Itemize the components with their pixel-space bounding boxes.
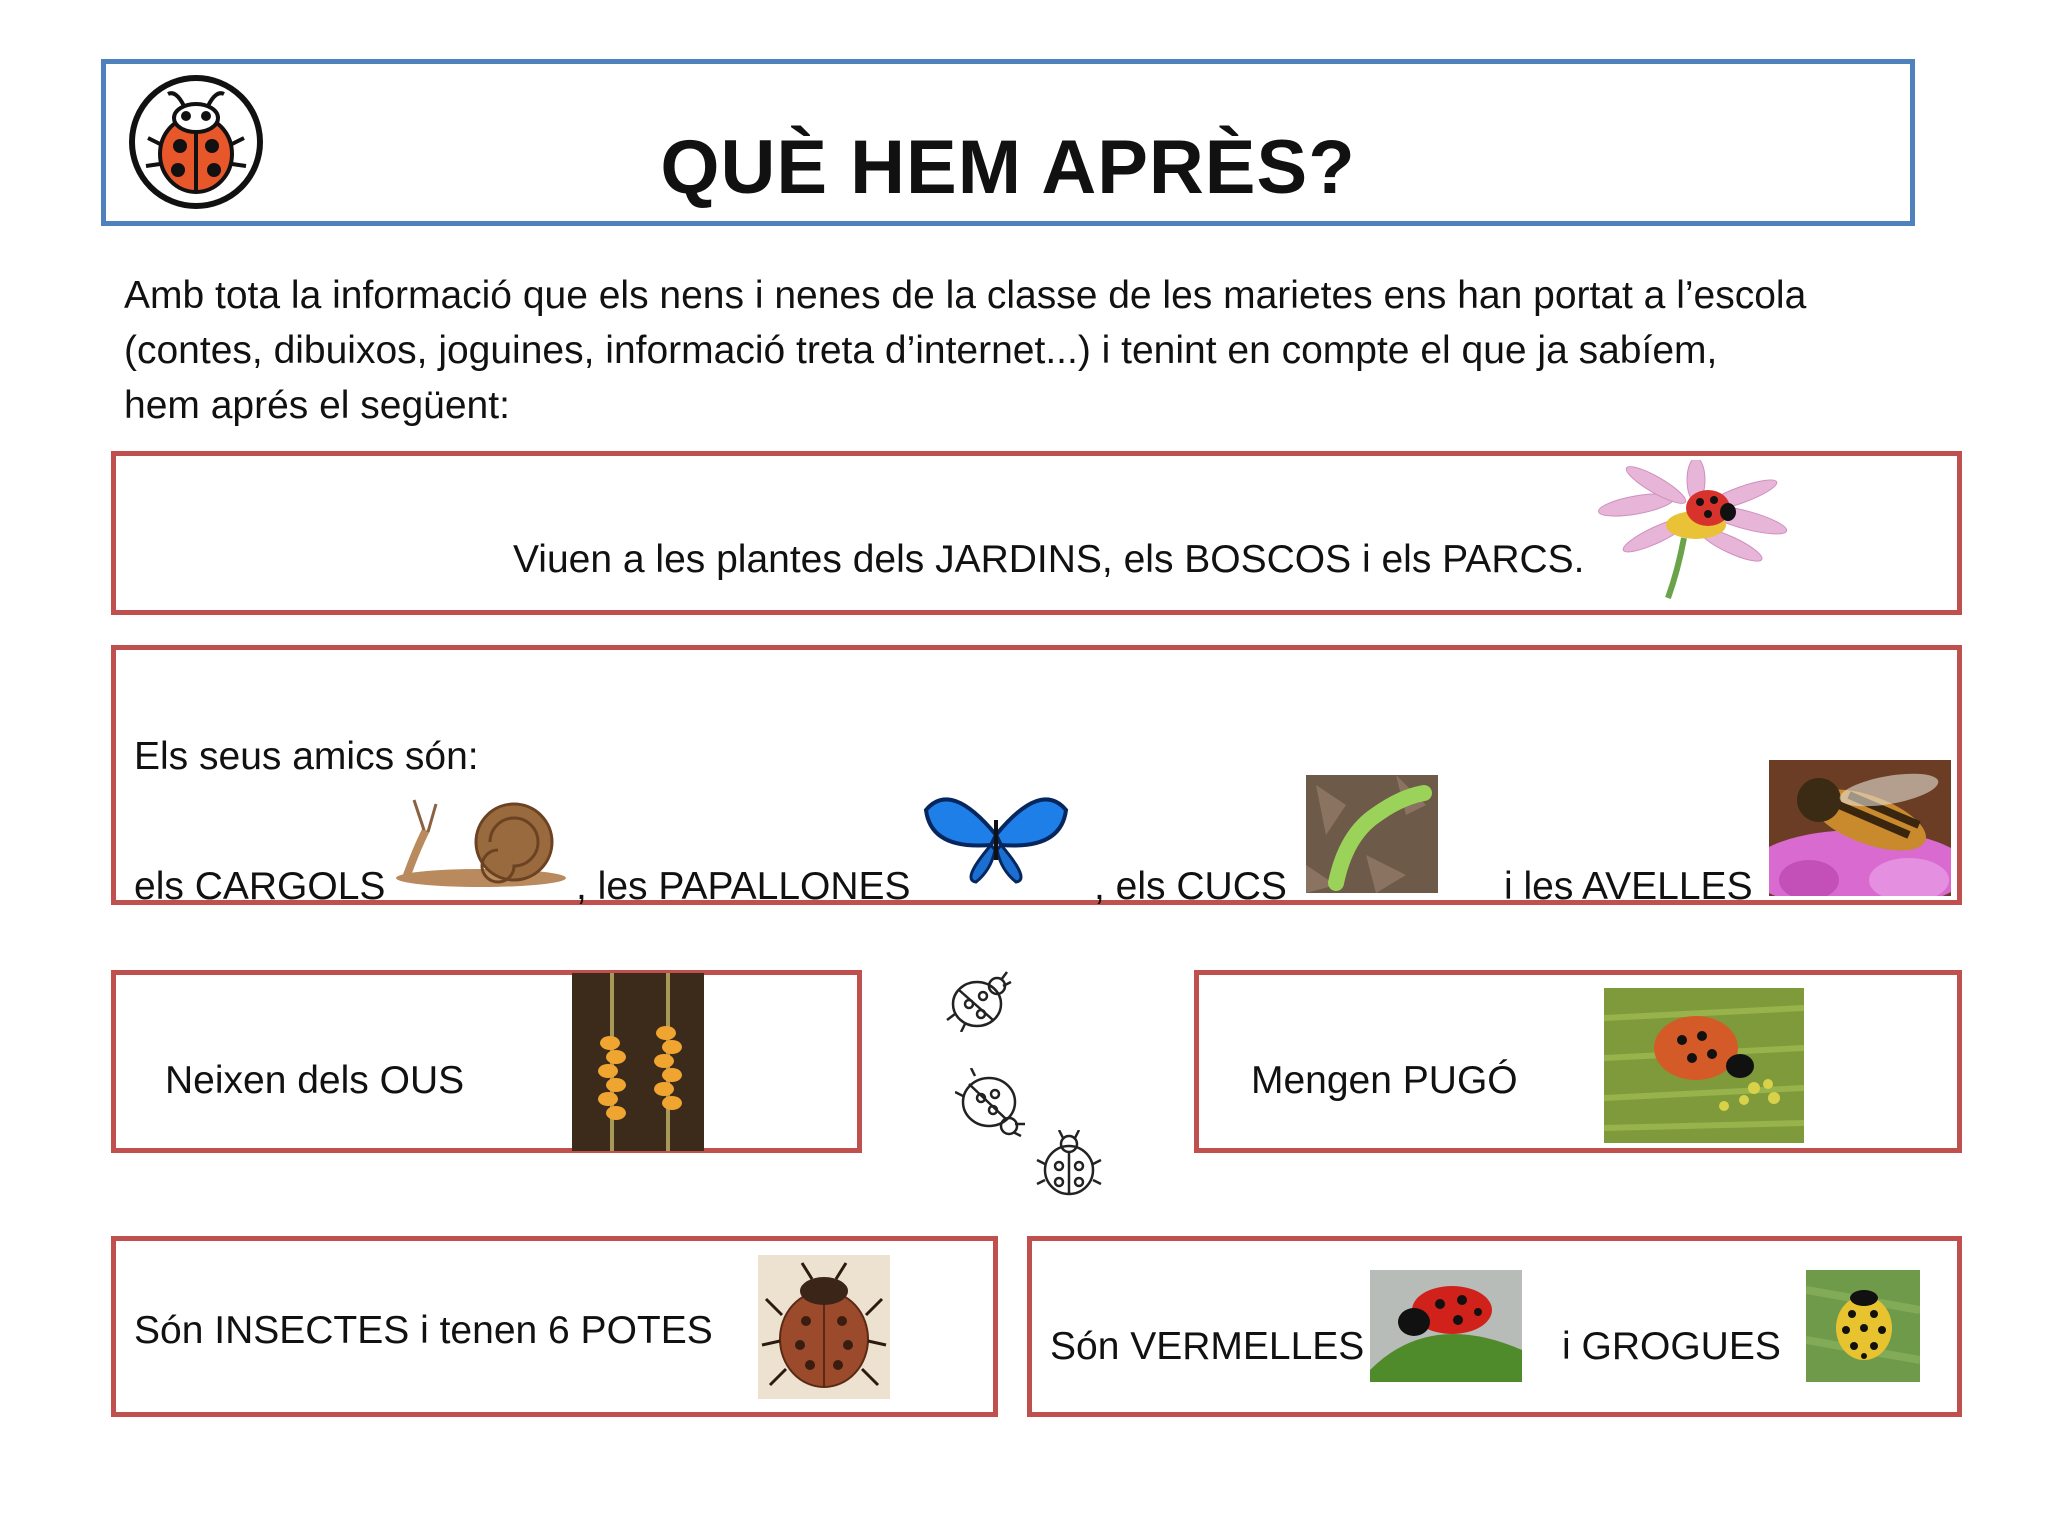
food-text: Mengen PUGÓ [1251, 1059, 1518, 1102]
habitat-text: Viuen a les plantes dels JARDINS, els BOSCOS i els PARCS. [513, 538, 1585, 581]
bee-photo [1769, 760, 1951, 896]
ladybug-eating-photo [1604, 988, 1804, 1143]
ladybug-outline-icon [1035, 1130, 1107, 1200]
insects-text: Són INSECTES i tenen 6 POTES [134, 1309, 713, 1352]
ladybug-outline-icon [955, 1068, 1027, 1138]
worm-photo [1306, 775, 1438, 893]
eggs-text: Neixen dels OUS [165, 1059, 465, 1102]
yellow-ladybug-photo [1806, 1270, 1920, 1382]
flower-ladybug-photo [1596, 460, 1806, 600]
habitat-box [111, 451, 1962, 615]
intro-line: hem aprés el següent: [124, 384, 510, 427]
header-box [101, 59, 1915, 226]
intro-line: Amb tota la informació que els nens i nenes de la classe de les marietes ens han portat a l’escola [124, 274, 1807, 317]
insects-box [111, 1236, 998, 1417]
eggs-photo [572, 973, 704, 1151]
page-title: QUÈ HEM APRÈS? [660, 125, 1356, 210]
colors-box [1027, 1236, 1962, 1417]
friends-box [111, 645, 1962, 908]
intro-paragraph [124, 268, 1946, 433]
ladybug-outline-icon [945, 970, 1013, 1032]
bees-label: i les AVELLES [1504, 865, 1753, 908]
red-colors-text: Són VERMELLES [1050, 1325, 1365, 1368]
yellow-colors-text: i GROGUES [1562, 1325, 1781, 1368]
red-ladybug-photo [1370, 1270, 1522, 1382]
eggs-box [111, 970, 862, 1153]
friends-heading: Els seus amics són: [134, 735, 479, 778]
intro-line: (contes, dibuixos, joguines, informació treta d’internet...) i tenint en compte el que ja sabíem, [124, 329, 1718, 372]
ladybug-photo-brown [758, 1255, 890, 1399]
worms-label: , els CUCS [1094, 865, 1287, 908]
butterflies-label: , les PAPALLONES [576, 865, 911, 908]
snails-label: els CARGOLS [134, 865, 386, 908]
food-box [1194, 970, 1962, 1153]
butterfly-photo [921, 790, 1071, 885]
snail-photo [386, 790, 566, 890]
